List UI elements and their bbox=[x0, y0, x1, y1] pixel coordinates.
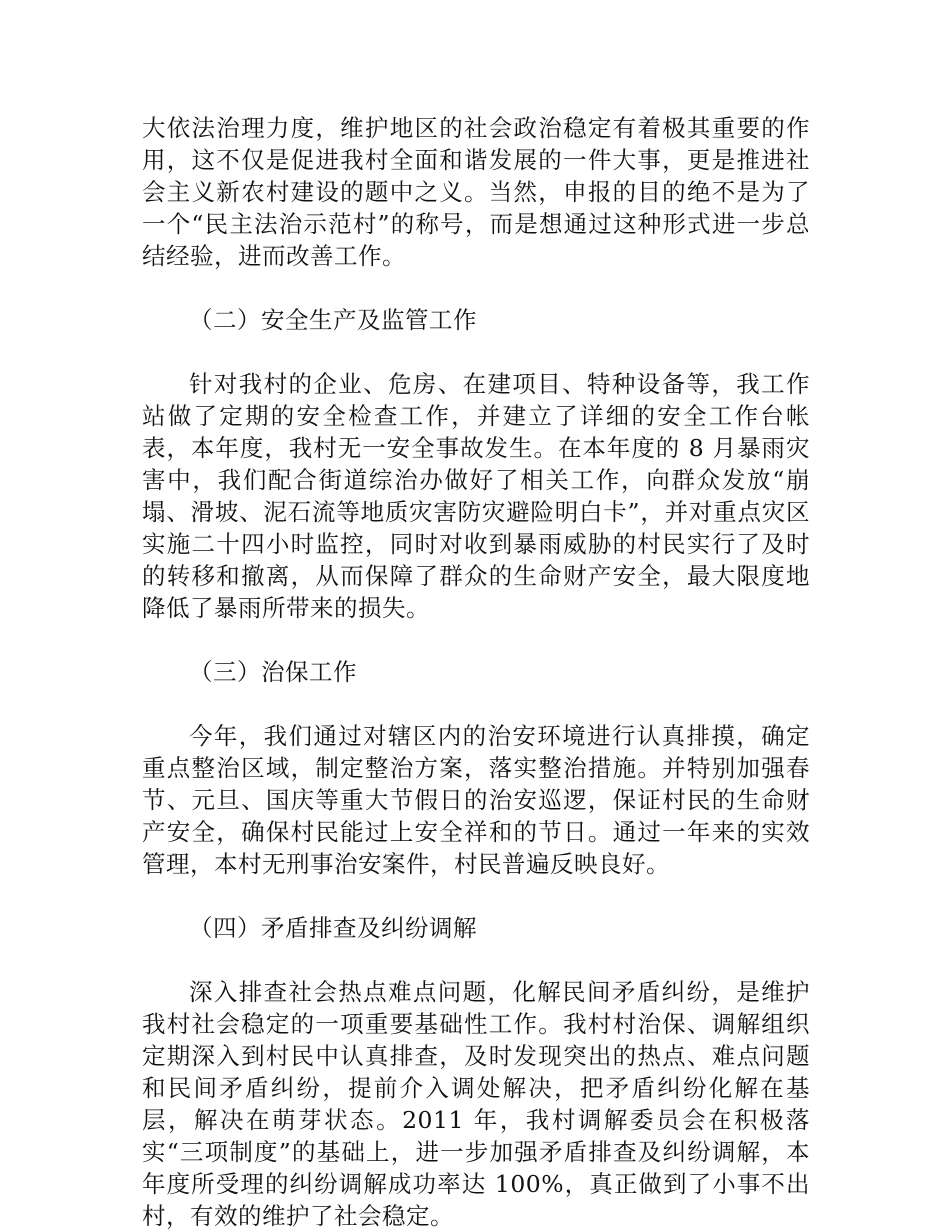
paragraph-1: 大依法治理力度，维护地区的社会政治稳定有着极其重要的作用，这不仅是促进我村全面和谐发展的一件大事，更是推进社会主义新农村建设的题中之义。当然，申报的目的绝不是为了一个“民主法治示范村”的称号，而是想通过这种形式进一步总结经验，进而改善工作。 bbox=[142, 114, 810, 270]
section-heading-4: （四）矛盾排查及纠纷调解 bbox=[189, 914, 477, 942]
paragraph-4: 深入排查社会热点难点问题，化解民间矛盾纠纷，是维护我村社会稳定的一项重要基础性工作。我村村治保、调解组织定期深入到村民中认真排查，及时发现突出的热点、难点问题和民间矛盾纠纷，提前介入调处解决，把矛盾纠纷化解在基层，解决在萌芽状态。2011 年，我村调解委员会在积极落实“三项制度”的基础上，进一步加强矛盾排查及纠纷调解，本年度所受理的纠纷调解成功率达 100%，真正做到了小事不出村，有效的维护了社会稳定。 bbox=[142, 978, 810, 1230]
document-body bbox=[142, 112, 810, 1232]
paragraph-2: 针对我村的企业、危房、在建项目、特种设备等，我工作站做了定期的安全检查工作，并建立了详细的安全工作台帐表，本年度，我村无一安全事故发生。在本年度的 8 月暴雨灾害中，我们配合街道综治办做好了相关工作，向群众发放“崩塌、滑坡、泥石流等地质灾害防灾避险明白卡”，并对重点灾区实施二十四小时监控，同时对收到暴雨威胁的村民实行了及时的转移和撤离，从而保障了群众的生命财产安全，最大限度地降低了暴雨所带来的损失。 bbox=[142, 370, 810, 622]
section-heading-2: （二）安全生产及监管工作 bbox=[189, 306, 477, 334]
section-heading-3: （三）治保工作 bbox=[189, 658, 357, 686]
paragraph-3: 今年，我们通过对辖区内的治安环境进行认真排摸，确定重点整治区域，制定整治方案，落实整治措施。并特别加强春节、元旦、国庆等重大节假日的治安巡逻，保证村民的生命财产安全，确保村民能过上安全祥和的节日。通过一年来的实效管理，本村无刑事治安案件，村民普遍反映良好。 bbox=[142, 722, 810, 878]
